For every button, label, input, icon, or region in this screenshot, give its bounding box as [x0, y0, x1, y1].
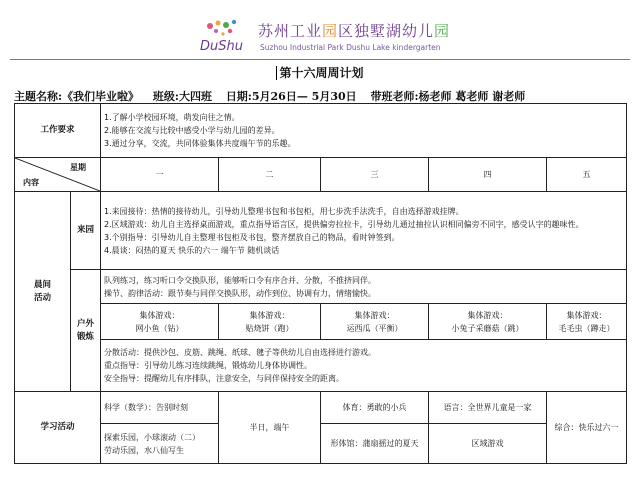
- week-corner-bottom: 内容: [23, 178, 39, 187]
- school-name-en: Suzhou Industrial Park Dushu Lake kindergarten: [260, 43, 441, 52]
- goals-row: [15, 104, 627, 158]
- weekly-plan-table: [14, 103, 627, 464]
- week-corner-top: 星期: [70, 163, 87, 172]
- header-divider: [10, 59, 630, 60]
- outdoor-routine: 队列练习，练习听口令交换队形，能够听口令有序合并、分散，不推挤同伴。 操节、韵律活动：跟节奏与同伴交换队形，动作到位、协调有力，情绪愉快。: [101, 270, 627, 304]
- free-activity-item: 重点指导：引导幼儿练习连续跳绳，锻炼幼儿身体协调性。: [104, 361, 313, 370]
- arrival-item: 1.来园接待：热情的接待幼儿，引导幼儿整理书包和书包柜，用七步洗手法洗手，自由选择游戏挂牌。: [104, 206, 464, 216]
- class-name: 班级:大四班: [152, 90, 212, 103]
- morning-activity-label: 晨间 活动: [15, 192, 71, 392]
- day-header: 一: [101, 158, 219, 192]
- free-activity-item: 安全指导：提醒幼儿有序排队，注意安全，与同伴保持安全的距离。: [104, 374, 345, 383]
- school-name-cn: 苏州工业园区独墅湖幼儿园: [258, 22, 451, 40]
- learning-thu-a: 语言：全世界儿童是一家: [429, 392, 547, 424]
- arrival-item: 3.个别指导：引导幼儿自主整理书包柜及书包，整齐摆放自己的物品，看时钟签到。: [104, 232, 400, 242]
- date-range: 日期:5月26日— 5月30日: [225, 90, 357, 103]
- learning-tue: 半日，端午: [219, 392, 321, 464]
- goal-item: 1.了解小学校园环境，萌发向往之情。: [104, 113, 240, 122]
- teachers: 带班老师:杨老师 葛老师 谢老师: [370, 90, 526, 103]
- learning-thu-b: 区域游戏: [429, 424, 547, 464]
- group-game: 集体游戏： 运西瓜（平衡）: [321, 304, 429, 340]
- arrival-item: 2.区域游戏：幼儿自主选择桌面游戏，重点指导语言区，提供偏旁拉拉卡，引导幼儿通过抽拉认识相同偏旁不同字，感受认字的趣味性。: [104, 219, 584, 229]
- outdoor-row-routine: [15, 270, 627, 304]
- arrival-row: [15, 192, 627, 270]
- learning-mon-a: 科学（数学）：告别时刻: [101, 392, 219, 424]
- outdoor-label: 户外 锻炼: [71, 270, 101, 392]
- learning-mon-b: 探索乐园，小球滚动（二） 劳动乐园，水八仙写生: [101, 424, 219, 464]
- goal-item: 3.通过分享，交流，共同体验集体共度端午节的乐趣。: [104, 139, 296, 148]
- week-corner-cell: [15, 158, 101, 192]
- free-activity-row: [15, 340, 627, 392]
- free-activity-content: [101, 340, 627, 392]
- kindergarten-logo-icon: [196, 16, 252, 58]
- goals-content: [101, 104, 627, 158]
- goal-item: 2.能够在交流与比较中感受小学与幼儿园的差异。: [104, 126, 280, 135]
- group-game: 集体游戏： 贴烧饼（跑）: [219, 304, 321, 340]
- learning-row-bottom: [15, 424, 627, 464]
- school-logo: [196, 14, 466, 58]
- plan-meta: [14, 88, 634, 104]
- day-header: 四: [429, 158, 547, 192]
- group-games-row: [15, 304, 627, 340]
- theme-name: 主题名称:《我们毕业啦》: [14, 90, 140, 103]
- day-header: 二: [219, 158, 321, 192]
- learning-fri: 综合：快乐过六一: [547, 392, 627, 464]
- goals-label: 工作要求: [15, 104, 101, 158]
- day-header: 三: [321, 158, 429, 192]
- group-game: 集体游戏： 毛毛虫（蹲走）: [547, 304, 627, 340]
- group-game: 集体游戏： 网小鱼（钻）: [101, 304, 219, 340]
- arrival-content: [101, 192, 627, 270]
- svg-text:DuShu: DuShu: [200, 39, 243, 54]
- learning-label: 学习活动: [15, 392, 101, 464]
- week-header-row: [15, 158, 627, 192]
- group-game: 集体游戏： 小兔子采蘑菇（跳）: [429, 304, 547, 340]
- page-title: 第十六周周计划: [0, 64, 640, 81]
- day-header: 五: [547, 158, 627, 192]
- arrival-label: 来园: [71, 192, 101, 270]
- learning-wed-a: 体育：勇敢的小兵: [321, 392, 429, 424]
- learning-row-top: [15, 392, 627, 424]
- arrival-item: 4.晨谈：闷热的夏天 快乐的六一 端午节 随机谈话: [104, 245, 280, 255]
- free-activity-item: 分散活动：提供沙包、皮筋、跳绳、纸球、毽子等供幼儿自由选择进行游戏。: [104, 348, 377, 357]
- learning-wed-b: 形体馆：蒲扇摇过的夏天: [321, 424, 429, 464]
